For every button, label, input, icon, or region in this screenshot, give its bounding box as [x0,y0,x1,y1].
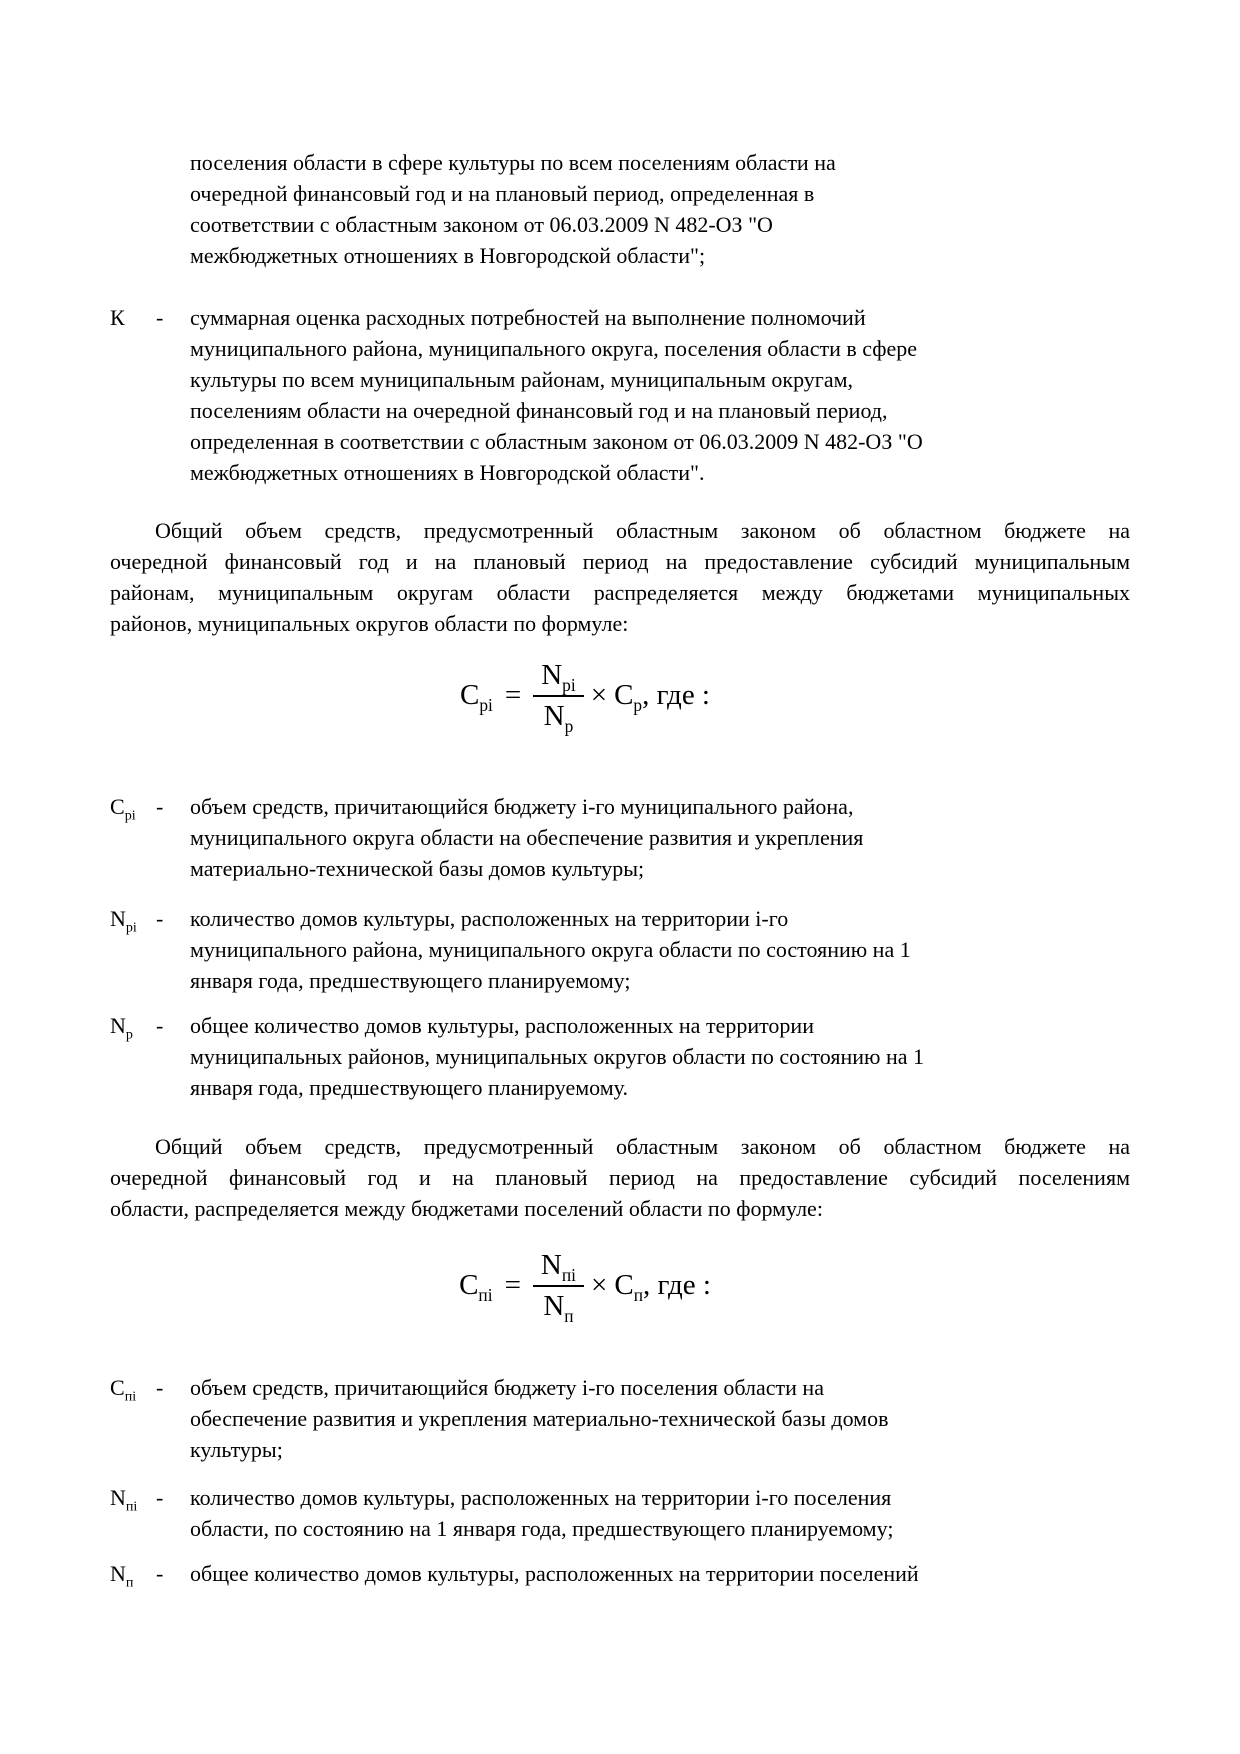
formula-rhs: $C_р$ [614,679,643,716]
equals-sign: = [504,679,522,712]
equals-sign: = [504,1269,521,1302]
text-line: поселения области в сфере культуры по всем поселениям области на [190,150,836,175]
text-line: районов, муниципальных округов области по формуле: [110,611,629,636]
text-line: общее количество домов культуры, расположенных на территории [190,1013,814,1038]
text-line: области, распределяется между бюджетами поселений области по формуле: [110,1196,823,1221]
definition-text [190,1372,1130,1465]
text-line: культуры по всем муниципальным районам, муниципальным округам, [190,367,854,392]
formula-lhs: $C_{пi}$ [459,1269,493,1306]
definition-item-np [110,1010,1130,1103]
definition-label: К [110,305,125,330]
text-line: объем средств, причитающийся бюджету i-го поселения области на [190,1375,824,1400]
definition-text [190,791,1130,884]
definition-item-np-settlement [110,1558,1130,1589]
text-line: материально-технической базы домов культуры; [190,856,645,881]
definition-text [190,1482,1130,1544]
definition-label: $N_р$ [110,1013,133,1043]
definition-label: $C_{рi}$ [110,794,136,824]
text-line: муниципального района, муниципального округа области по состоянию на 1 [190,937,911,962]
definition-item-k [110,302,1130,488]
definition-item-cpi-settlement [110,1372,1130,1465]
formula-1 [75,656,1095,736]
text-line: поселениям области на очередной финансовый год и на плановый период, [190,398,888,423]
text-line: очередной финансовый год и на плановый период на предоставление субсидий поселениям [110,1165,1130,1190]
definition-label: $N_п$ [110,1561,134,1591]
text-line: общее количество домов культуры, расположенных на территории поселений [190,1561,919,1586]
definition-dash: - [156,305,164,330]
text-line: суммарная оценка расходных потребностей на выполнение полномочий [190,305,866,330]
definition-dash: - [156,906,164,931]
text-line: межбюджетных отношениях в Новгородской области"; [190,243,706,268]
definition-text [190,1558,1130,1589]
text-line: января года, предшествующего планируемому; [190,968,631,993]
fraction [533,1249,584,1324]
fraction-numerator: $N_{пi}$ [533,1249,584,1287]
definition-dash: - [156,1561,164,1586]
text-line: количество домов культуры, расположенных на территории i-го поселения [190,1485,892,1510]
definition-label: $C_{пi}$ [110,1375,137,1405]
definition-dash: - [156,1375,164,1400]
definition-text [190,903,1130,996]
text-line: января года, предшествующего планируемому. [190,1075,628,1100]
text-line: соответствии с областным законом от 06.03.2009 N 482-ОЗ "О [190,212,773,237]
text-line: количество домов культуры, расположенных на территории i-го [190,906,789,931]
definition-dash: - [156,794,164,819]
fraction-numerator: $N_{рi}$ [533,659,583,697]
definition-dash: - [156,1485,164,1510]
text-line: культуры; [190,1437,283,1462]
formula-rhs: $C_п$ [614,1269,644,1306]
body-paragraph-2 [110,1131,1130,1224]
definition-label: $N_{пi}$ [110,1485,138,1515]
text-line: муниципального района, муниципального округа, поселения области в сфере [190,336,918,361]
multiplication-sign: × [590,679,608,712]
text-line: районам, муниципальным округам области распределяется между бюджетами муниципальных [110,580,1130,605]
definition-label: $N_{рi}$ [110,906,137,936]
text-line: муниципальных районов, муниципальных округов области по состоянию на 1 [190,1044,925,1069]
text-line: очередной финансовый год и на плановый период на предоставление субсидий муниципальным [110,549,1130,574]
definition-item-npi-settlement [110,1482,1130,1544]
text-line: обеспечение развития и укрепления материально-технической базы домов [190,1406,889,1431]
fraction [533,659,583,734]
text-line: области, по состоянию на 1 января года, предшествующего планируемому; [190,1516,894,1541]
definition-text [190,1010,1130,1103]
text-line: межбюджетных отношениях в Новгородской области". [190,460,705,485]
continuation-paragraph [110,147,1130,271]
fraction-denominator: $N_п$ [543,1290,574,1326]
definition-item-npi [110,903,1130,996]
multiplication-sign: × [591,1269,608,1302]
fraction-denominator: $N_р$ [543,700,574,736]
definition-dash: - [156,1013,164,1038]
text-line: определенная в соответствии с областным законом от 06.03.2009 N 482-ОЗ "О [190,429,923,454]
definition-item-cpi [110,791,1130,884]
formula-tail: , где : [642,679,710,712]
text-line: Общий объем средств, предусмотренный областным законом об областном бюджете на [155,518,1130,543]
text-line: муниципального округа области на обеспечение развития и укрепления [190,825,864,850]
text-line: объем средств, причитающийся бюджету i-го муниципального района, [190,794,854,819]
body-paragraph-1 [110,515,1130,639]
definition-text [190,302,1130,488]
formula-lhs: $C_{рi}$ [459,679,493,716]
formula-2 [75,1246,1095,1326]
formula-tail: , где : [643,1269,711,1302]
text-line: очередной финансовый год и на плановый период, определенная в [190,181,815,206]
text-line: Общий объем средств, предусмотренный областным законом об областном бюджете на [155,1134,1130,1159]
